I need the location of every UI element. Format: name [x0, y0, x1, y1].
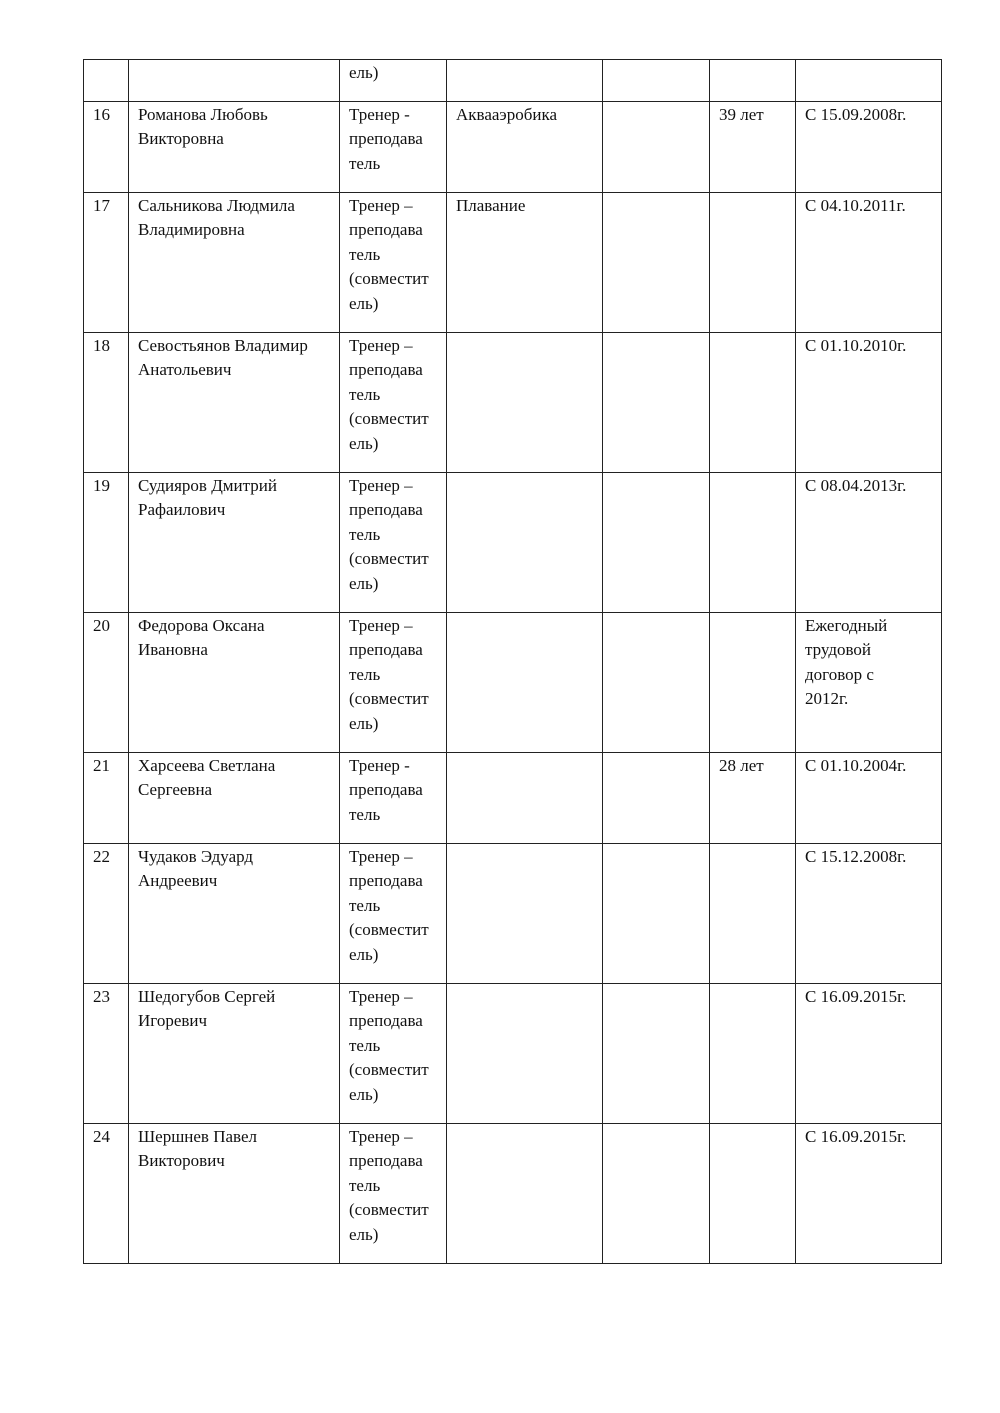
position-line: Тренер – [349, 196, 413, 215]
contract-line: трудовой [805, 640, 871, 660]
full-name-cell [129, 193, 340, 333]
position-line: ель) [349, 713, 379, 733]
row-number-cell [84, 60, 129, 102]
row-number-cell: 18 [84, 333, 129, 473]
discipline-cell: Аквааэробика [447, 102, 603, 193]
full-name-line: Шедогубов Сергей [138, 987, 276, 1006]
full-name-cell [129, 753, 340, 844]
full-name-cell [129, 333, 340, 473]
position-line: преподава [349, 871, 423, 891]
position-line: преподава [349, 500, 423, 520]
table-row [84, 473, 942, 613]
position-line: (совместит [349, 549, 429, 569]
empty-column-cell [603, 473, 710, 613]
contract-line: С 04.10.2011г. [805, 196, 906, 215]
row-number-cell: 19 [84, 473, 129, 613]
row-number-cell: 21 [84, 753, 129, 844]
position-line: ель) [349, 573, 379, 593]
contract-cell [796, 193, 942, 333]
table-row [84, 102, 942, 193]
contract-cell [796, 753, 942, 844]
position-cell [340, 102, 447, 193]
full-name-cell [129, 1124, 340, 1264]
full-name-line: Анатольевич [138, 360, 232, 380]
position-cell [340, 60, 447, 102]
contract-cell [796, 102, 942, 193]
row-number-cell: 16 [84, 102, 129, 193]
position-line: преподава [349, 129, 423, 149]
full-name-line: Севостьянов Владимир [138, 336, 308, 355]
position-line: ель) [349, 433, 379, 453]
contract-cell [796, 333, 942, 473]
position-line: Тренер – [349, 847, 413, 866]
full-name-line: Сергеевна [138, 780, 213, 800]
position-line: преподава [349, 1011, 423, 1031]
contract-line: 2012г. [805, 689, 849, 709]
empty-column-cell [603, 1124, 710, 1264]
position-cell [340, 473, 447, 613]
full-name-line: Игоревич [138, 1011, 208, 1031]
table-row [84, 613, 942, 753]
position-line: (совместит [349, 409, 429, 429]
position-line: (совместит [349, 269, 429, 289]
discipline-cell [447, 753, 603, 844]
empty-column-cell [603, 333, 710, 473]
experience-cell [710, 473, 796, 613]
empty-column-cell [603, 60, 710, 102]
full-name-line: Владимировна [138, 220, 245, 240]
position-line: Тренер – [349, 1127, 413, 1146]
experience-cell: 39 лет [710, 102, 796, 193]
contract-line: С 16.09.2015г. [805, 987, 907, 1006]
full-name-line: Судияров Дмитрий [138, 476, 277, 495]
position-line: преподава [349, 360, 423, 380]
position-line: ель) [349, 944, 379, 964]
experience-cell [710, 613, 796, 753]
position-line: тель [349, 244, 381, 264]
full-name-cell [129, 613, 340, 753]
position-line: ель) [349, 1084, 379, 1104]
contract-cell [796, 1124, 942, 1264]
full-name-line: Чудаков Эдуард [138, 847, 254, 866]
table-row [84, 753, 942, 844]
contract-line: С 01.10.2004г. [805, 756, 907, 775]
row-number-cell: 17 [84, 193, 129, 333]
experience-cell [710, 984, 796, 1124]
staff-table [83, 59, 942, 1264]
position-line: тель [349, 1035, 381, 1055]
position-line: преподава [349, 220, 423, 240]
row-number-cell: 22 [84, 844, 129, 984]
discipline-cell [447, 1124, 603, 1264]
full-name-cell [129, 844, 340, 984]
position-line: тель [349, 1175, 381, 1195]
full-name-line: Рафаилович [138, 500, 226, 520]
discipline-cell: Плавание [447, 193, 603, 333]
position-cell [340, 613, 447, 753]
contract-line: С 15.09.2008г. [805, 105, 907, 124]
position-line: тель [349, 524, 381, 544]
experience-cell [710, 844, 796, 984]
position-line: ель) [349, 293, 379, 313]
full-name-line: Романова Любовь [138, 105, 268, 124]
position-line: тель [349, 664, 381, 684]
full-name-line: Шершнев Павел [138, 1127, 257, 1146]
full-name-line: Викторовна [138, 129, 224, 149]
position-line: преподава [349, 1151, 423, 1171]
table-row [84, 60, 942, 102]
position-cell [340, 844, 447, 984]
full-name-line: Сальникова Людмила [138, 196, 295, 215]
empty-column-cell [603, 102, 710, 193]
table-row [84, 1124, 942, 1264]
full-name-cell [129, 60, 340, 102]
discipline-cell [447, 60, 603, 102]
full-name-cell [129, 102, 340, 193]
position-cell [340, 333, 447, 473]
table-row [84, 984, 942, 1124]
position-line: Тренер – [349, 987, 413, 1006]
empty-column-cell [603, 193, 710, 333]
position-line: тель [349, 384, 381, 404]
discipline-cell [447, 613, 603, 753]
empty-column-cell [603, 844, 710, 984]
contract-line: С 16.09.2015г. [805, 1127, 907, 1146]
position-line: преподава [349, 640, 423, 660]
contract-cell [796, 613, 942, 753]
full-name-line: Харсеева Светлана [138, 756, 276, 775]
contract-line: С 08.04.2013г. [805, 476, 907, 495]
staff-table-body [84, 60, 942, 1264]
position-line: преподава [349, 780, 423, 800]
row-number-cell: 23 [84, 984, 129, 1124]
position-cell [340, 193, 447, 333]
full-name-cell [129, 984, 340, 1124]
table-row [84, 193, 942, 333]
contract-cell [796, 60, 942, 102]
experience-cell [710, 1124, 796, 1264]
empty-column-cell [603, 753, 710, 844]
position-line: (совместит [349, 1200, 429, 1220]
contract-cell [796, 473, 942, 613]
position-line: тель [349, 804, 381, 824]
position-line: Тренер – [349, 336, 413, 355]
experience-cell [710, 60, 796, 102]
position-line: Тренер – [349, 616, 413, 635]
position-line: тель [349, 153, 381, 173]
contract-line: С 01.10.2010г. [805, 336, 907, 355]
position-cell [340, 753, 447, 844]
position-cell [340, 984, 447, 1124]
position-line: тель [349, 895, 381, 915]
contract-cell [796, 844, 942, 984]
position-line: Тренер – [349, 476, 413, 495]
row-number-cell: 24 [84, 1124, 129, 1264]
position-line: (совместит [349, 689, 429, 709]
experience-cell [710, 333, 796, 473]
position-line: ель) [349, 63, 379, 82]
full-name-line: Ивановна [138, 640, 208, 660]
discipline-cell [447, 984, 603, 1124]
position-line: Тренер - [349, 105, 410, 124]
experience-cell [710, 193, 796, 333]
full-name-line: Федорова Оксана [138, 616, 265, 635]
position-cell [340, 1124, 447, 1264]
row-number-cell: 20 [84, 613, 129, 753]
contract-line: С 15.12.2008г. [805, 847, 907, 866]
position-line: (совместит [349, 1060, 429, 1080]
table-row [84, 333, 942, 473]
contract-line: Ежегодный [805, 616, 888, 635]
experience-cell: 28 лет [710, 753, 796, 844]
contract-line: договор с [805, 664, 874, 684]
position-line: (совместит [349, 920, 429, 940]
position-line: Тренер - [349, 756, 410, 775]
discipline-cell [447, 473, 603, 613]
contract-cell [796, 984, 942, 1124]
full-name-cell [129, 473, 340, 613]
empty-column-cell [603, 613, 710, 753]
discipline-cell [447, 333, 603, 473]
full-name-line: Викторович [138, 1151, 225, 1171]
table-row [84, 844, 942, 984]
position-line: ель) [349, 1224, 379, 1244]
empty-column-cell [603, 984, 710, 1124]
discipline-cell [447, 844, 603, 984]
full-name-line: Андреевич [138, 871, 218, 891]
